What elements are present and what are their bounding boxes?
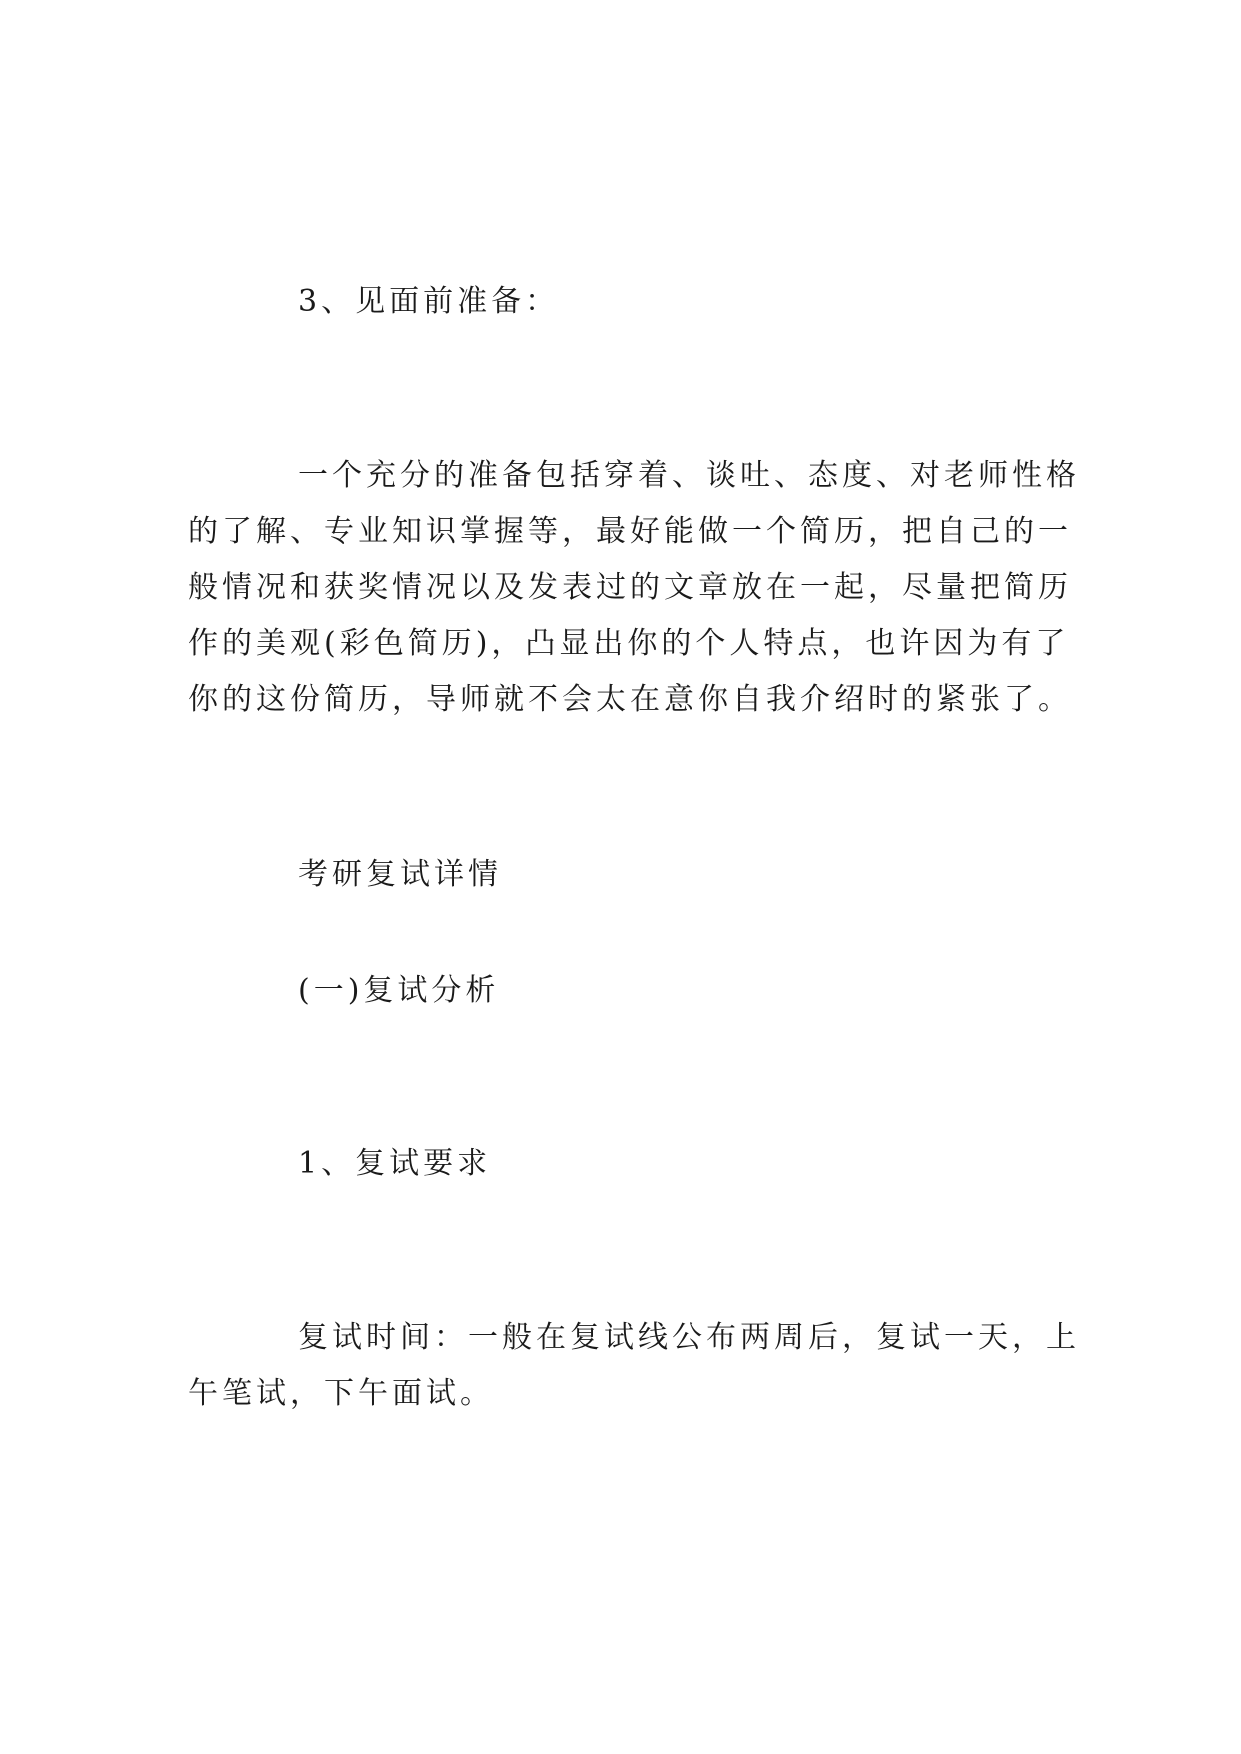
paragraph-prep-line: 的了解、专业知识掌握等，最好能做一个简历，把自己的一 [188, 514, 1072, 549]
paragraph-prep-line: 般情况和获奖情况以及发表过的文章放在一起，尽量把简历 [188, 570, 1072, 605]
paragraph-prep-line: 作的美观(彩色简历)，凸显出你的个人特点，也许因为有了 [188, 626, 1070, 661]
subsection-title: (一)复试分析 [298, 973, 500, 1008]
paragraph-time-line: 午笔试，下午面试。 [188, 1376, 494, 1411]
paragraph-prep-line: 你的这份简历，导师就不会太在意你自我介绍时的紧张了。 [188, 682, 1072, 717]
paragraph-time-line: 复试时间：一般在复试线公布两周后，复试一天，上 [298, 1320, 1080, 1355]
paragraph-prep-line: 一个充分的准备包括穿着、谈吐、态度、对老师性格 [298, 458, 1080, 493]
heading-requirements: 1、复试要求 [298, 1146, 492, 1181]
heading-prep: 3、见面前准备： [298, 284, 560, 319]
section-title: 考研复试详情 [298, 857, 502, 892]
